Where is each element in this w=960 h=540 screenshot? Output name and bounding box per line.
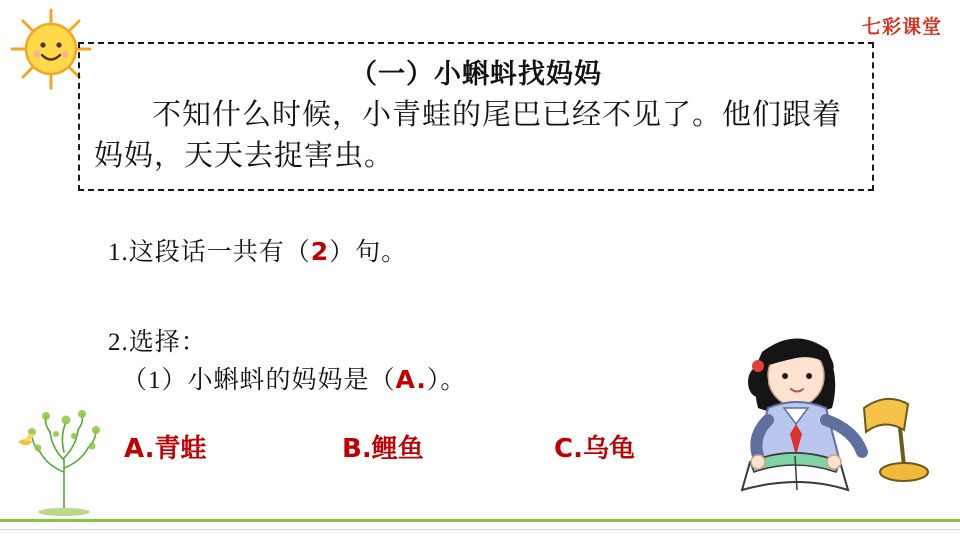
- question-1: [108, 232, 407, 268]
- option-c-text: 乌龟: [582, 434, 635, 464]
- question-2-sub-text-after: ）。: [426, 367, 467, 394]
- question-1-text-before: 这段话一共有（: [128, 239, 311, 266]
- brand-logo-part2: 课堂: [901, 16, 942, 38]
- question-1-answer: 2: [310, 237, 330, 266]
- option-c-label: C.: [554, 434, 583, 464]
- brand-logo-part1: 七彩: [861, 16, 902, 38]
- bottom-green-rule: [0, 519, 960, 522]
- girl-reading-icon: [714, 316, 942, 504]
- option-b-text: 鲤鱼: [371, 434, 424, 464]
- option-a-label: A.: [124, 434, 155, 464]
- question-2-text: 选择：: [128, 329, 207, 356]
- option-a[interactable]: [124, 428, 207, 465]
- question-1-text-after: ）句。: [329, 239, 408, 266]
- brand-logo: [862, 12, 942, 39]
- question-2-sub-1: [122, 360, 466, 396]
- question-2-sub-answer: A.: [395, 365, 427, 394]
- tree-icon: [8, 402, 120, 518]
- passage-title: （一）小蝌蚪找妈妈: [350, 59, 602, 90]
- question-2-number: 2.: [108, 329, 129, 356]
- question-2: [108, 322, 207, 358]
- passage-box: [78, 42, 874, 191]
- passage-text: 不知什么时候，小青蛙的尾巴已经不见了。他们跟着妈妈，天天去捉害虫。: [94, 99, 843, 173]
- question-1-number: 1.: [108, 239, 129, 266]
- option-b[interactable]: [342, 428, 424, 465]
- option-a-text: 青蛙: [154, 434, 207, 464]
- option-b-label: B.: [342, 434, 372, 464]
- question-2-sub-text-before: （1）小蝌蚪的妈妈是（: [122, 367, 396, 394]
- option-c[interactable]: [554, 428, 635, 465]
- bottom-gray-rule: [0, 529, 960, 530]
